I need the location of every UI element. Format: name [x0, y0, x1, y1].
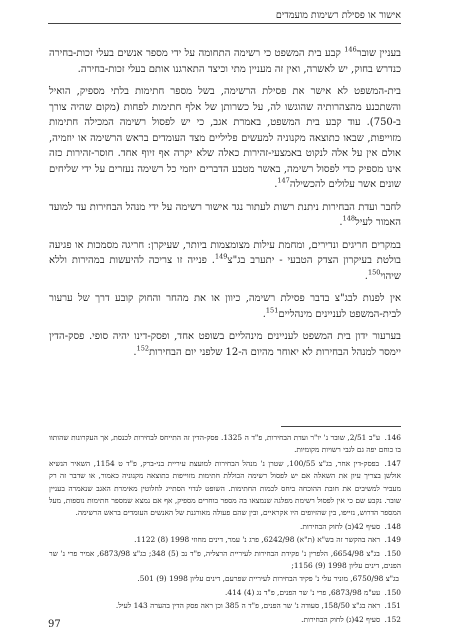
footnote-ref[interactable]: 151: [265, 306, 279, 315]
footnote: 151. ראה בג"צ 158/50, סעודה נ' שר הפנים, פ"ד ה 385 וכן ראה פסק הדין בהערה 143 לעיל.: [115, 601, 401, 611]
footnote-ref[interactable]: 147: [277, 176, 290, 185]
footnote: 146. ע"ב 2/51, שובר נ' יו"ר ועדת הבחירות, פ"ד ה 1325. פסק-הדין זה התייחס לבחירות לכנסת, אך העקרונות שהותוו בו כוחם יפה גם לגבי רשויות מקומיות.: [49, 433, 401, 455]
paragraph-2: בית-המשפט לא אישר את פסילת הרשימה, בשל מספר חתימות בלתי מספיק, הואיל והשתכנע מהצהרותיה שהוגשו לה, על כשרותן של אלף חתימות לפחות (מקום שהיה צורך ב-750). עוד קבע בית המשפט, באמרת אגב, כי יש לפסול רשימה המכילה חתימות מזוייפות, שבאו כתוצאה מקנוניה למעשים פליליים מצד העומדים בראש הרשימה או יוזמיה, אולם אין על אלה לנקוט באמצעי-זהירות כאלה שלא יקרה אף זיוף אחד. חוסר-זהירות כזה אינו מספיק כדי לפסול רשימה, באשר מטבע הדברים יוזמי כל רשימה נעזרים על ידי שליחים שונים אשר עלולים להכשילה$^{147}$.: [49, 86, 401, 190]
running-head: אישור או פסילת רשימות מועמדים: [48, 10, 401, 24]
footnote: 147. בפסק-דין אחר, בג"צ 100/55, שטרן נ' מנהל הבחירות למועצת עיריית בני-ברק, פ"ד ט 1154, השאיר הנשיא אולשן בצריך עיון את השאלה אם יש לפסול רשימה הכוללת חתימות מזוייפות כתוצאה מקנוניה כאמור, או שדבר זה רק מעביר למשיבים את חובת ההוכחה ביחס לכמות החתימות. השופט לנדוי הסתייג לחלוטין מאימרת האגב שנאמרה בעניין שובר. נקבע שם כי אין לפסול רשימת מפלגה שנמצאו בה מספר בוחרים מספיק, אף אם נמצא שמספר חתימות נוספות, מעל המספר הדרוש, נזייפו, בין שהזיופים היו אקראיים, ובין שהם פעולה מאורגנת של האנשים העומדים בראש הרשימה.: [49, 458, 402, 518]
footnote: 150. עע"מ 6873/98, פרי נ' שר הפנים, פ"ד נג (4) 414.: [225, 587, 401, 597]
footnote: 150. בג"צ 6654/98, הלפרין נ' פקידת הבחירות לעיריית הרצליה, פ"ד נב (5) 348; בג"צ 6873/98, אמיר פרי נ' שר הפנים, דינים עליון 1998 (9) 1156;: [49, 548, 401, 571]
paragraph-1: בעניין שובר$^{146}$ קבע בית המשפט כי רשימה התחומה על ידי מספר אנשים בעלי זכות-בחירה כנדרש בחוק, יש לאשרה, ואין זה מעניין מתי וכיצד התארגנו אותם בעלי זכות-בחירה.: [49, 45, 401, 75]
paragraph-4: במקרים חריגים ונדירים, ומחמת עילות מצומצמות ביותר, שעיקרן: חריגה מסמכות או פגיעה בולטת בעיקרון הצדק הטבעי - יתערב בג"צ$^{149}$. פנייה זו צריכה להיעשות במהירות וללא שיהוי$^{150}$.: [49, 239, 401, 282]
body-text: [49, 46, 401, 367]
paragraph-3: לחבר ועדת הבחירות ניתנת רשות לעתור נגד אישור רשימה על ידי מנהל הבחירות עד למועד האמור לעיל$^{148}$.: [49, 201, 401, 228]
footnote-ref[interactable]: 150: [367, 268, 381, 277]
paragraph-6: בערעור ידון בית המשפט לעניינים מינהליים בשופט אחד, ופסק-דינו יהיה סופי. פסק-הדין יימסר למנהל הבחירות לא יאוחר מהיום ה-12 שלפני יום הבחירות$^{152}$.: [49, 331, 401, 358]
footnote-ref[interactable]: 149: [214, 252, 228, 261]
footnote: בג"צ 6750/98, מוניר עלי נ' פקיד הבחירות לעיריית שפרעם, דינים עליון 1998 (9) 501.: [137, 574, 399, 584]
footnote: 149. ראה בהקשר זה בש"א (ת"א) 6242/98, פרג נ' עמר, דינים מחוזי 1998 (8) 1122.: [134, 535, 401, 545]
paragraph-5: אין לפנות לבג"צ בדבר פסילת רשימה, כיוון או את מהחר והחוק קובע דרך של ערעור לבית-המשפט לעניינים מינהליים$^{151}$.: [49, 293, 401, 320]
footnote-ref[interactable]: 152: [136, 344, 150, 353]
footnote: 152. סעיף 42(ג) לחוק הבחירות.: [301, 614, 401, 624]
footnote: 148. סעיף 42(ב) לחוק הבחירות.: [300, 521, 401, 531]
footnote-divider: [281, 426, 401, 427]
footnotes: [49, 432, 401, 627]
footnote-ref[interactable]: 146: [344, 45, 357, 54]
footnote-ref[interactable]: 148: [342, 214, 356, 223]
page-number: 97: [48, 619, 61, 630]
